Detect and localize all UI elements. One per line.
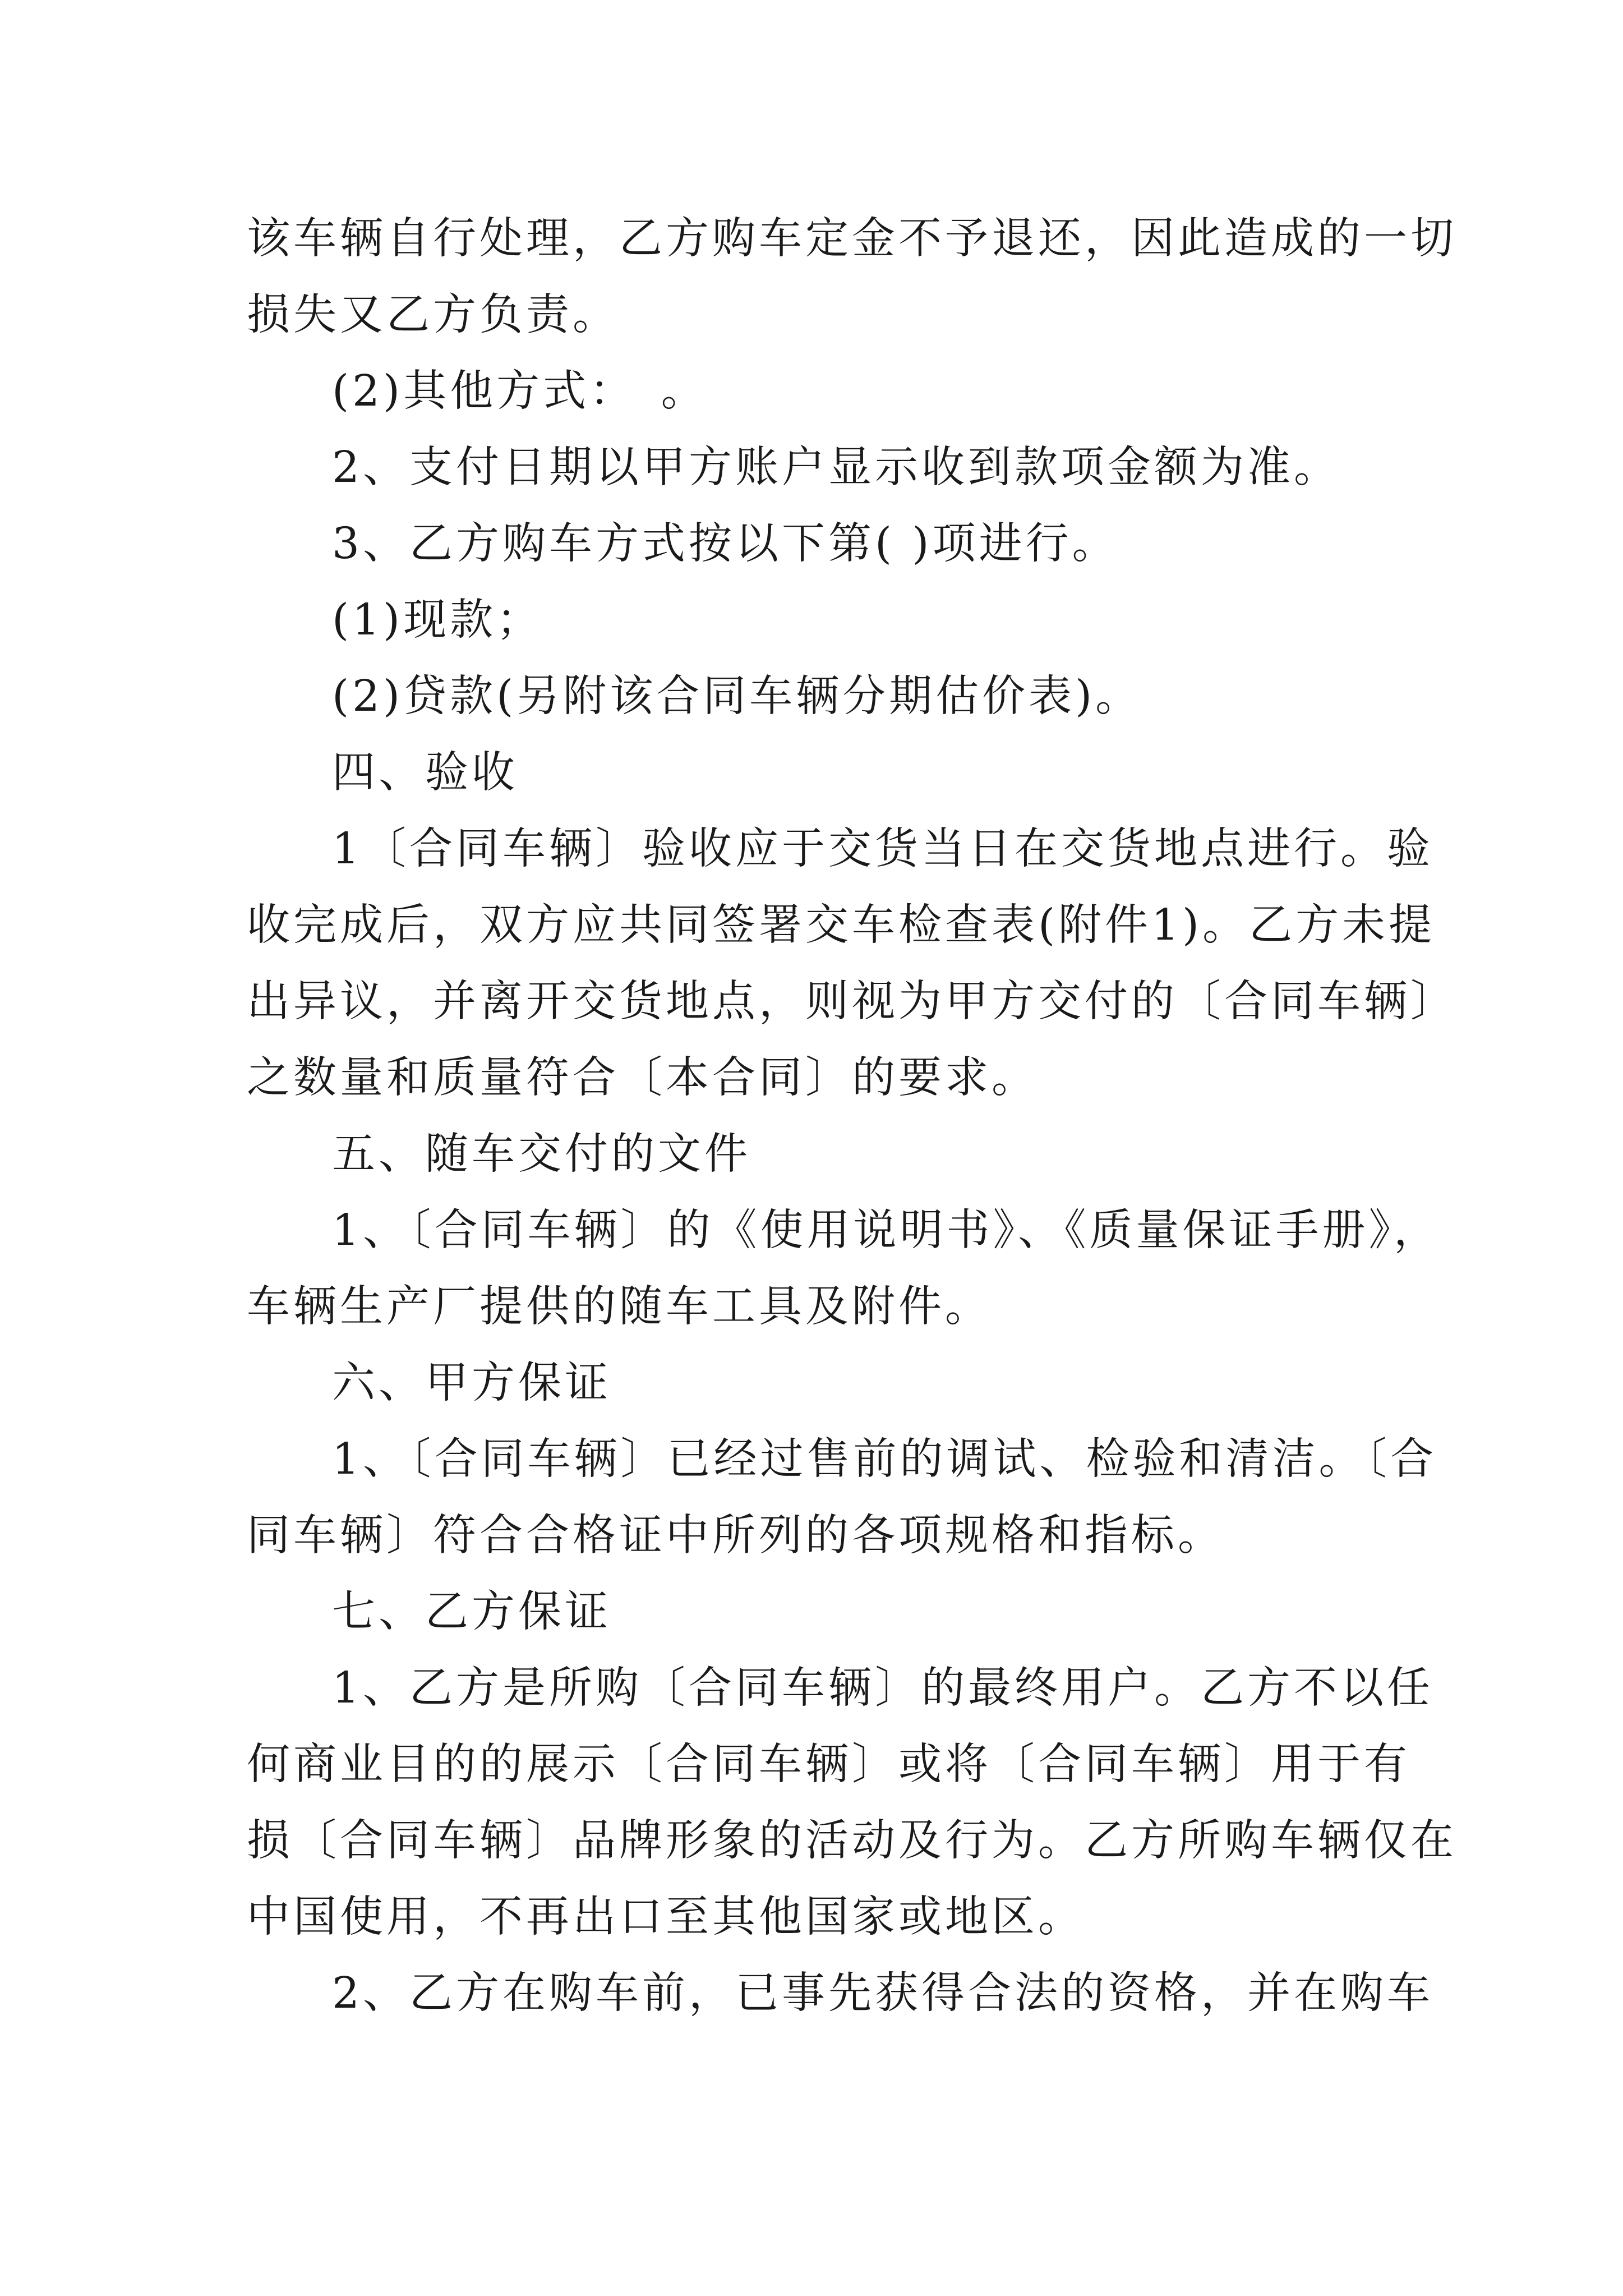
text-line-22: 损〔合同车辆〕品牌形象的活动及行为。乙方所购车辆仅在 <box>247 1816 1457 1866</box>
text-line-18: 同车辆〕符合合格证中所列的各项规格和指标。 <box>247 1511 1224 1561</box>
text-line-4: 2、支付日期以甲方账户显示收到款项金额为准。 <box>332 443 1340 493</box>
section-heading-acceptance: 四、验收 <box>332 748 518 798</box>
text-line-6: (1)现款； <box>332 595 543 645</box>
text-line-2: 损失又乙方负责。 <box>247 290 619 340</box>
text-line-10: 收完成后，双方应共同签署交车检查表(附件1)。乙方未提 <box>247 900 1436 950</box>
text-line-15: 车辆生产厂提供的随车工具及附件。 <box>247 1282 992 1332</box>
text-line-14: 1、〔合同车辆〕的《使用说明书》、《质量保证手册》， <box>332 1205 1440 1255</box>
text-line-11: 出异议，并离开交货地点，则视为甲方交付的〔合同车辆〕 <box>247 977 1457 1027</box>
text-line-9: 1〔合同车辆〕验收应于交货当日在交货地点进行。验 <box>332 824 1433 874</box>
section-heading-party-b-guarantee: 七、乙方保证 <box>332 1587 611 1637</box>
text-line-24: 2、乙方在购车前，已事先获得合法的资格，并在购车 <box>332 1968 1433 2018</box>
text-line-5: 3、乙方购车方式按以下第( )项进行。 <box>332 519 1119 569</box>
text-line-21: 何商业目的的展示〔合同车辆〕或将〔合同车辆〕用于有 <box>247 1740 1410 1789</box>
text-line-7: (2)贷款(另附该合同车辆分期估价表)。 <box>332 671 1142 721</box>
text-line-23: 中国使用，不再出口至其他国家或地区。 <box>247 1892 1085 1942</box>
text-line-1: 该车辆自行处理，乙方购车定金不予退还，因此造成的一切 <box>247 214 1457 264</box>
text-line-17: 1、〔合同车辆〕已经过售前的调试、检验和清洁。〔合 <box>332 1434 1437 1484</box>
text-line-20: 1、乙方是所购〔合同车辆〕的最终用户。乙方不以任 <box>332 1663 1433 1713</box>
section-heading-documents: 五、随车交付的文件 <box>332 1129 751 1179</box>
text-line-3: (2)其他方式： 。 <box>332 366 708 416</box>
text-line-12: 之数量和质量符合〔本合同〕的要求。 <box>247 1053 1038 1103</box>
document-body <box>247 201 1457 2032</box>
section-heading-party-a-guarantee: 六、甲方保证 <box>332 1358 611 1408</box>
